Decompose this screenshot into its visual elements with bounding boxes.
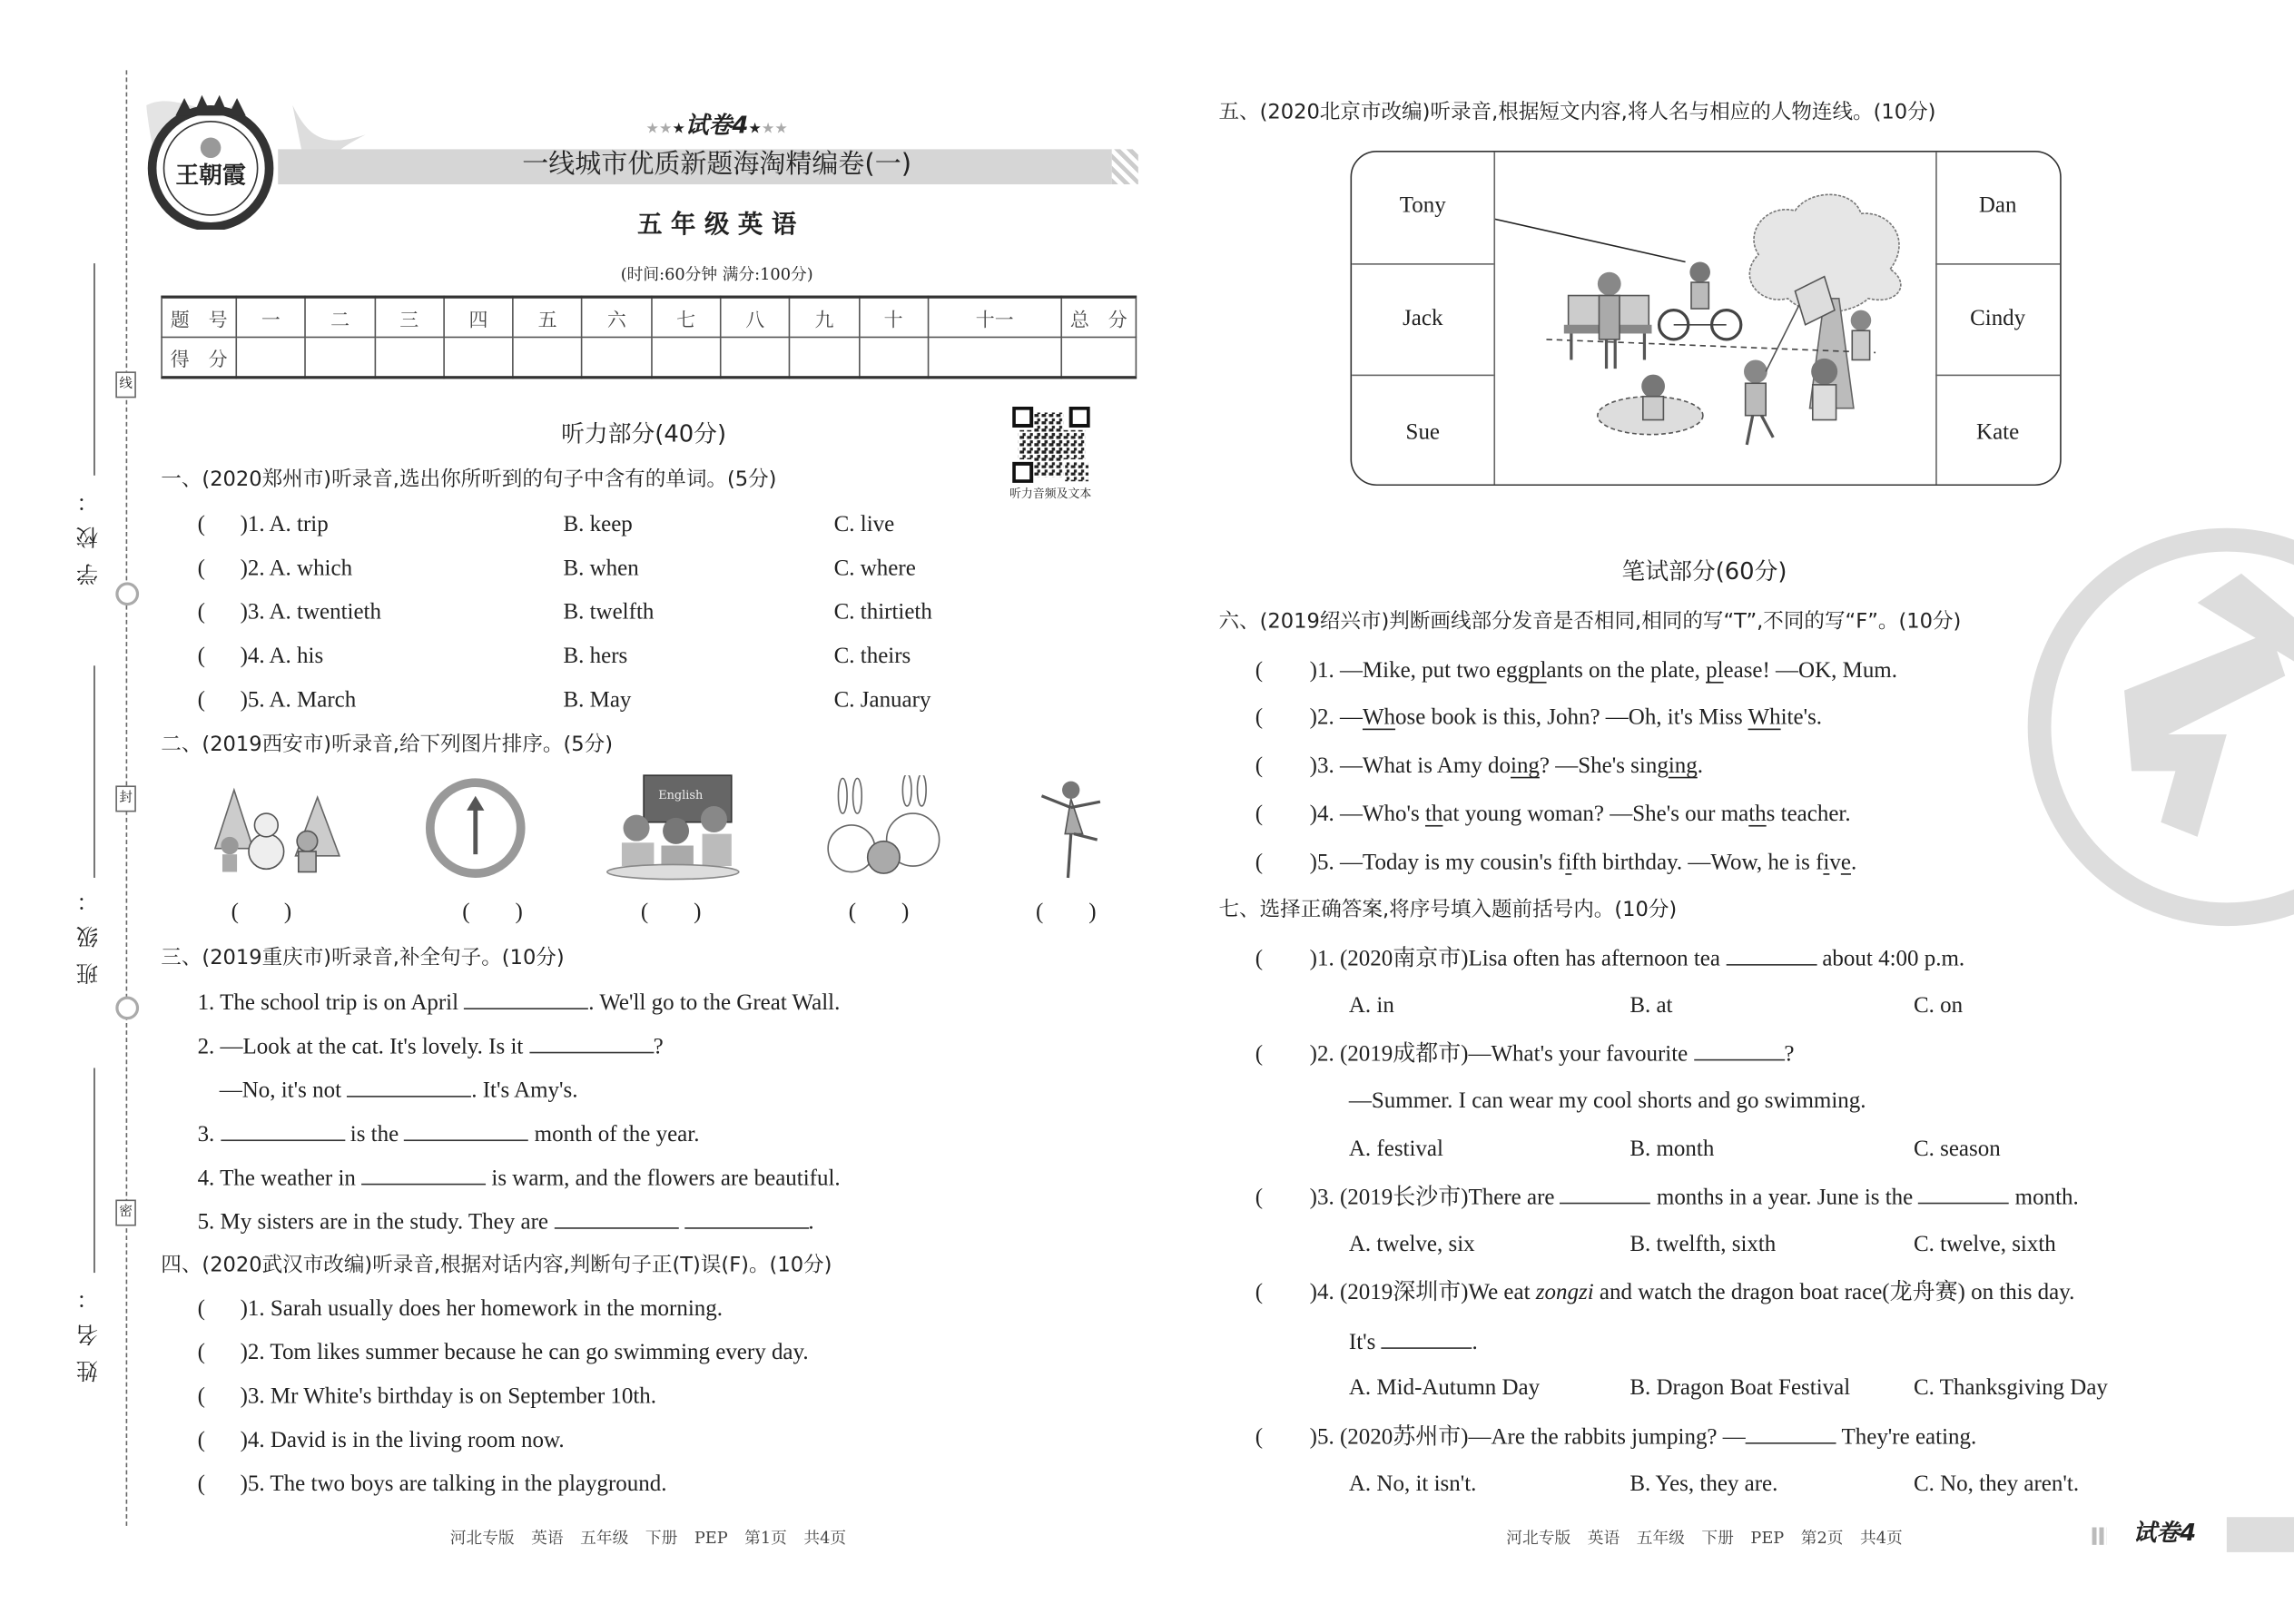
answer-blank[interactable]	[347, 1076, 471, 1097]
table-header-cell: 题 号	[162, 297, 236, 337]
list-item	[198, 555, 353, 584]
option-b[interactable]: B. month	[1629, 1137, 1715, 1162]
option-a[interactable]: A. festival	[1348, 1137, 1443, 1162]
name-jack[interactable]: Jack	[1403, 305, 1443, 331]
score-cell[interactable]	[375, 337, 444, 377]
list-item	[198, 1383, 656, 1412]
name-tony[interactable]: Tony	[1399, 192, 1446, 219]
table-header-cell: 八	[721, 297, 790, 337]
score-cell[interactable]	[859, 337, 928, 377]
list-item	[198, 686, 357, 715]
score-row-label: 得 分	[162, 337, 236, 377]
sentence-text: ite's.	[1780, 704, 1823, 731]
sentence-text: s teacher.	[1766, 802, 1851, 827]
listening-section-title: 听力部分(40分)	[561, 419, 727, 448]
answer-blank[interactable]	[1746, 1422, 1836, 1443]
option-c: C. where	[833, 556, 916, 581]
hole-icon	[115, 996, 139, 1019]
list-item	[198, 1426, 565, 1455]
answer-paren[interactable]: (	[1255, 946, 1264, 972]
underlined-part: pl	[1706, 658, 1724, 684]
badge-band	[2227, 1517, 2294, 1552]
table-header-cell: 十一	[928, 297, 1061, 337]
underlined-part: ing	[1511, 753, 1540, 779]
answer-paren[interactable]: (	[1255, 1424, 1264, 1451]
underlined-part: ing	[1668, 753, 1698, 779]
question-1	[1255, 943, 1964, 974]
section-3-heading: 三、(2019重庆市)听录音,补全句子。(10分)	[161, 946, 565, 970]
sentence-text: )1. —Mike, put two egg	[1309, 658, 1530, 684]
option-c[interactable]: C. Thanksgiving Day	[1913, 1374, 2108, 1401]
question-text: about 4:00 p.m.	[1816, 946, 1965, 972]
table-row	[162, 337, 1136, 377]
fill-sentence	[198, 1119, 700, 1150]
school-label: 学校：	[74, 475, 102, 586]
question-text: .	[1472, 1329, 1478, 1355]
order-answer-paren[interactable]: ( )	[1036, 900, 1097, 925]
question-text: They're eating.	[1836, 1424, 1977, 1451]
hole-icon	[115, 582, 139, 605]
class-line	[94, 665, 95, 878]
badge-fade	[2092, 1528, 2107, 1545]
score-cell[interactable]	[928, 337, 1061, 377]
sentence-text: .	[1850, 850, 1857, 875]
divider	[1935, 375, 2060, 377]
school-line	[94, 263, 95, 476]
logo-text: 王朝霞	[175, 162, 246, 190]
question-text: It's	[1348, 1329, 1382, 1355]
fill-sentence	[198, 1031, 664, 1062]
list-item	[198, 1471, 667, 1500]
sentence-text: is the	[344, 1122, 405, 1147]
sentence-text: 3.	[197, 1122, 221, 1147]
table-header-cell: 五	[513, 297, 582, 337]
sentence-text: 4. The weather in	[197, 1166, 362, 1191]
sentence-text: .	[1697, 753, 1704, 779]
qr-caption: 听力音频及文本	[1009, 487, 1092, 501]
star-icon: ★★	[645, 121, 673, 138]
option-a: )3. A. twentieth	[240, 599, 381, 625]
star-icon: ★	[748, 121, 762, 138]
star-icon: ★★	[761, 121, 788, 138]
subject-title: 五 年 级 英 语	[637, 211, 797, 241]
score-cell[interactable]	[444, 337, 513, 377]
sentence-text: )5. —Today is my cousin's f	[1309, 850, 1566, 875]
score-cell[interactable]	[1061, 337, 1136, 377]
statement-text: )3. Mr White's birthday is on September 10th.	[240, 1383, 657, 1409]
answer-paren[interactable]: (	[1255, 1280, 1264, 1305]
answer-blank[interactable]	[1693, 1038, 1784, 1060]
question-text: —Summer. I can wear my cool shorts and go swimming.	[1348, 1088, 1866, 1114]
answer-paren[interactable]: (	[197, 1427, 205, 1453]
answer-blank[interactable]	[404, 1119, 528, 1141]
option-a[interactable]: A. Mid-Autumn Day	[1348, 1374, 1541, 1401]
snowman-picture	[193, 775, 349, 878]
answer-paren[interactable]: (	[1255, 802, 1264, 827]
section-5-heading: 五、(2020北京市改编)听录音,根据短文内容,将人名与相应的人物连线。(10分)	[1218, 101, 1936, 124]
underlined-part: th	[1748, 802, 1767, 827]
writing-section-title: 笔试部分(60分)	[1621, 557, 1787, 586]
list-item	[1255, 849, 1856, 878]
list-item	[198, 1339, 809, 1368]
sentence-text: ?	[653, 1034, 664, 1059]
option-a: )4. A. his	[240, 644, 324, 669]
option-a: )1. A. trip	[240, 512, 329, 537]
fill-sentence	[198, 988, 841, 1019]
sentence-text: )4. —Who's	[1309, 802, 1425, 827]
score-cell[interactable]	[790, 337, 859, 377]
seal-mark-line: 线	[115, 371, 136, 398]
table-header-cell: 七	[651, 297, 720, 337]
answer-paren[interactable]: (	[197, 1471, 205, 1497]
rabbits-picture	[819, 775, 948, 881]
underlined-part: th	[1424, 802, 1443, 827]
series-title: 一线城市优质新题海淘精编卷(一)	[522, 149, 912, 181]
class-label: 班级：	[74, 874, 102, 985]
option-a: )2. A. which	[240, 556, 353, 581]
list-item	[1255, 704, 1822, 733]
option-c: C. January	[833, 687, 931, 713]
sentence-text: at young woman? —She's our ma	[1442, 802, 1749, 827]
secret-watermark-icon	[2022, 515, 2294, 939]
score-table	[161, 296, 1137, 379]
answer-paren[interactable]: (	[1255, 704, 1264, 731]
order-answer-paren[interactable]: ( )	[462, 900, 523, 925]
table-header-cell: 九	[790, 297, 859, 337]
answer-paren[interactable]: (	[197, 1295, 205, 1322]
option-b: B. when	[563, 556, 639, 581]
order-answer-paren[interactable]: ( )	[231, 900, 292, 925]
sentence-text: month of the year.	[528, 1122, 700, 1147]
question-text: ?	[1784, 1041, 1795, 1067]
fill-sentence	[198, 1163, 841, 1194]
answer-blank[interactable]	[529, 1031, 654, 1053]
paper-number	[571, 111, 863, 144]
sentence-text: v	[1829, 850, 1841, 875]
question-5	[1255, 1422, 1976, 1452]
question-text: month.	[2009, 1185, 2079, 1210]
publisher-logo	[146, 95, 278, 230]
section-1-heading: 一、(2020郑州市)听录音,选出你所听到的句子中含有的单词。(5分)	[161, 468, 777, 492]
section-4-heading: 四、(2020武汉市改编)听录音,根据对话内容,判断句子正(T)误(F)。(10分)	[161, 1254, 832, 1277]
statement-text: )2. Tom likes summer because he can go swimming every day.	[240, 1340, 809, 1365]
answer-paren[interactable]: (	[1255, 1185, 1264, 1210]
seal-mark-seal: 封	[115, 785, 136, 812]
order-answer-paren[interactable]: ( )	[848, 900, 910, 925]
answer-paren[interactable]: (	[1255, 753, 1264, 779]
sentence-text: ose book is this, John? —Oh, it's Miss	[1395, 704, 1748, 731]
score-cell[interactable]	[651, 337, 720, 377]
sentence-text: )2. —	[1309, 704, 1363, 731]
table-header-cell: 三	[375, 297, 444, 337]
section-2-heading: 二、(2019西安市)听录音,给下列图片排序。(5分)	[161, 733, 614, 757]
sentence-text: 1. The school trip is on April	[197, 990, 465, 1016]
table-header-cell: 总 分	[1061, 297, 1136, 337]
score-cell[interactable]	[236, 337, 305, 377]
name-sue[interactable]: Sue	[1405, 419, 1441, 445]
statement-text: )1. Sarah usually does her homework in the morning.	[240, 1295, 724, 1322]
option-b: B. May	[563, 687, 632, 713]
answer-paren[interactable]: (	[197, 512, 205, 537]
answer-paren[interactable]: (	[1255, 658, 1264, 684]
option-b[interactable]: B. Dragon Boat Festival	[1629, 1374, 1851, 1401]
time-info: (时间:60分钟 满分:100分)	[620, 264, 813, 284]
sentence-text: . It's Amy's.	[471, 1078, 578, 1104]
sentence-text: is warm, and the flowers are beautiful.	[486, 1166, 841, 1191]
table-header-cell: 六	[582, 297, 651, 337]
divider	[1935, 263, 2060, 265]
name-line	[94, 1068, 95, 1273]
list-item	[198, 642, 324, 671]
option-c[interactable]: C. season	[1913, 1137, 2001, 1162]
underlined-part: i	[1565, 850, 1572, 875]
question-text: and watch the dragon boat race(龙舟赛) on this day.	[1593, 1280, 2075, 1305]
option-c[interactable]: C. No, they aren't.	[1913, 1471, 2080, 1497]
svg-text:English: English	[658, 788, 704, 802]
answer-blank[interactable]	[221, 1119, 345, 1141]
table-header-cell: 一	[236, 297, 305, 337]
section-6-heading: 六、(2019绍兴市)判断画线部分发音是否相同,相同的写“T”,不同的写“F”。(10分)	[1218, 610, 1962, 634]
answer-blank[interactable]	[464, 988, 588, 1009]
table-header-cell: 二	[305, 297, 374, 337]
sentence-text: fth birthday. —Wow, he is f	[1571, 850, 1824, 875]
sentence-text: ants on the plate,	[1546, 658, 1707, 684]
divider	[1352, 263, 1493, 265]
question-3	[1255, 1182, 2079, 1213]
option-a[interactable]: A. twelve, six	[1348, 1231, 1475, 1257]
qr-code-icon[interactable]	[1012, 407, 1089, 483]
table-header-cell: 十	[859, 297, 928, 337]
question-text	[1349, 1327, 1478, 1358]
list-item	[1255, 752, 1703, 781]
question-text: months in a year. June is the	[1650, 1185, 1919, 1210]
option-b[interactable]: B. twelfth, sixth	[1629, 1231, 1777, 1257]
question-text: )2. (2019成都市)—What's your favourite	[1309, 1041, 1694, 1067]
answer-paren[interactable]: (	[197, 1340, 205, 1365]
classroom-picture	[600, 773, 746, 882]
name-dan[interactable]: Dan	[1978, 192, 2017, 219]
option-b[interactable]: B. Yes, they are.	[1629, 1471, 1778, 1497]
option-a[interactable]: A. No, it isn't.	[1348, 1471, 1477, 1497]
option-c[interactable]: C. on	[1913, 993, 1964, 1019]
sentence-text: ease! —OK, Mum.	[1723, 658, 1897, 684]
answer-blank[interactable]	[1382, 1327, 1472, 1349]
answer-blank[interactable]	[554, 1207, 678, 1229]
answer-blank[interactable]	[684, 1207, 808, 1229]
underlined-part: pl	[1529, 658, 1547, 684]
question-text: )3. (2019长沙市)There are	[1309, 1185, 1561, 1210]
option-a: )5. A. March	[240, 687, 357, 713]
italic-word: zongzi	[1535, 1280, 1594, 1305]
underlined-part: i	[1823, 850, 1830, 875]
table-row	[162, 297, 1136, 337]
park-scene-picture	[1495, 153, 1935, 485]
option-b: B. keep	[563, 512, 633, 537]
underlined-part: Wh	[1748, 704, 1781, 731]
option-c: C. theirs	[833, 644, 911, 669]
question-text: )1. (2020南京市)Lisa often has afternoon tea	[1309, 946, 1727, 972]
no-u-turn-sign-picture	[423, 775, 528, 881]
sentence-text: 2. —Look at the cat. It's lovely. Is it	[197, 1034, 529, 1059]
option-c: C. live	[833, 512, 895, 537]
fill-sentence	[220, 1076, 578, 1107]
underlined-part: e	[1840, 850, 1851, 875]
answer-paren[interactable]: (	[197, 687, 205, 713]
fill-sentence	[198, 1207, 814, 1238]
underlined-part: Wh	[1362, 704, 1396, 731]
divider	[1352, 375, 1493, 377]
sentence-text: )3. —What is Amy do	[1309, 753, 1511, 779]
page-1-footer: 河北专版 英语 五年级 下册 PEP 第1页 共4页	[449, 1529, 847, 1549]
answer-blank[interactable]	[361, 1163, 486, 1185]
option-b: B. hers	[563, 644, 628, 669]
score-cell[interactable]	[513, 337, 582, 377]
sentence-text: ? —She's sing	[1539, 753, 1669, 779]
ballet-dancer-picture	[1024, 775, 1112, 881]
matching-box	[1351, 151, 2062, 486]
score-cell[interactable]	[305, 337, 374, 377]
question-text: )4. (2019深圳市)We eat	[1309, 1280, 1536, 1305]
list-item	[1255, 657, 1897, 686]
answer-paren[interactable]: (	[197, 556, 205, 581]
paper-badge: 试卷4	[2132, 1518, 2197, 1547]
section-7-heading: 七、选择正确答案,将序号填入题前括号内。(10分)	[1218, 898, 1678, 922]
score-cell[interactable]	[582, 337, 651, 377]
name-label: 姓名：	[74, 1273, 102, 1383]
option-a[interactable]: A. in	[1348, 993, 1394, 1019]
title-band-fade	[1112, 149, 1138, 184]
statement-text: )5. The two boys are talking in the playground.	[240, 1471, 667, 1497]
statement-text: )4. David is in the living room now.	[240, 1427, 565, 1453]
option-b[interactable]: B. at	[1629, 993, 1673, 1019]
question-4	[1255, 1279, 2075, 1308]
table-header-cell: 四	[444, 297, 513, 337]
seal-mark-secret: 密	[115, 1200, 136, 1226]
match-line	[1495, 211, 1686, 261]
score-cell[interactable]	[721, 337, 790, 377]
sentence-text: —No, it's not	[219, 1078, 348, 1104]
question-2	[1255, 1038, 1795, 1069]
page-2-footer: 河北专版 英语 五年级 下册 PEP 第2页 共4页	[1506, 1529, 1903, 1549]
option-c: C. thirtieth	[833, 599, 932, 625]
sentence-text: .	[808, 1209, 814, 1235]
order-answer-paren[interactable]: ( )	[640, 900, 702, 925]
question-text: )5. (2020苏州市)—Are the rabbits jumping? —	[1309, 1424, 1746, 1451]
answer-paren[interactable]: (	[197, 644, 205, 669]
list-item	[198, 510, 329, 539]
answer-paren[interactable]: (	[197, 1383, 205, 1409]
name-kate[interactable]: Kate	[1976, 419, 2020, 445]
answer-paren[interactable]: (	[197, 599, 205, 625]
answer-paren[interactable]: (	[1255, 1041, 1264, 1067]
answer-paren[interactable]: (	[1255, 850, 1264, 875]
list-item	[198, 1294, 723, 1324]
option-c[interactable]: C. twelve, sixth	[1913, 1231, 2056, 1257]
option-b: B. twelfth	[563, 599, 655, 625]
sentence-text: 5. My sisters are in the study. They are	[197, 1209, 555, 1235]
list-item	[198, 598, 381, 627]
answer-blank[interactable]	[1919, 1182, 2010, 1204]
paper-number-text: 试卷4	[684, 111, 749, 140]
sentence-text: . We'll go to the Great Wall.	[588, 990, 841, 1016]
name-cindy[interactable]: Cindy	[1970, 305, 2026, 331]
answer-blank[interactable]	[1726, 943, 1816, 965]
answer-blank[interactable]	[1561, 1182, 1651, 1204]
star-icon: ★	[672, 121, 685, 138]
list-item	[1255, 801, 1851, 830]
